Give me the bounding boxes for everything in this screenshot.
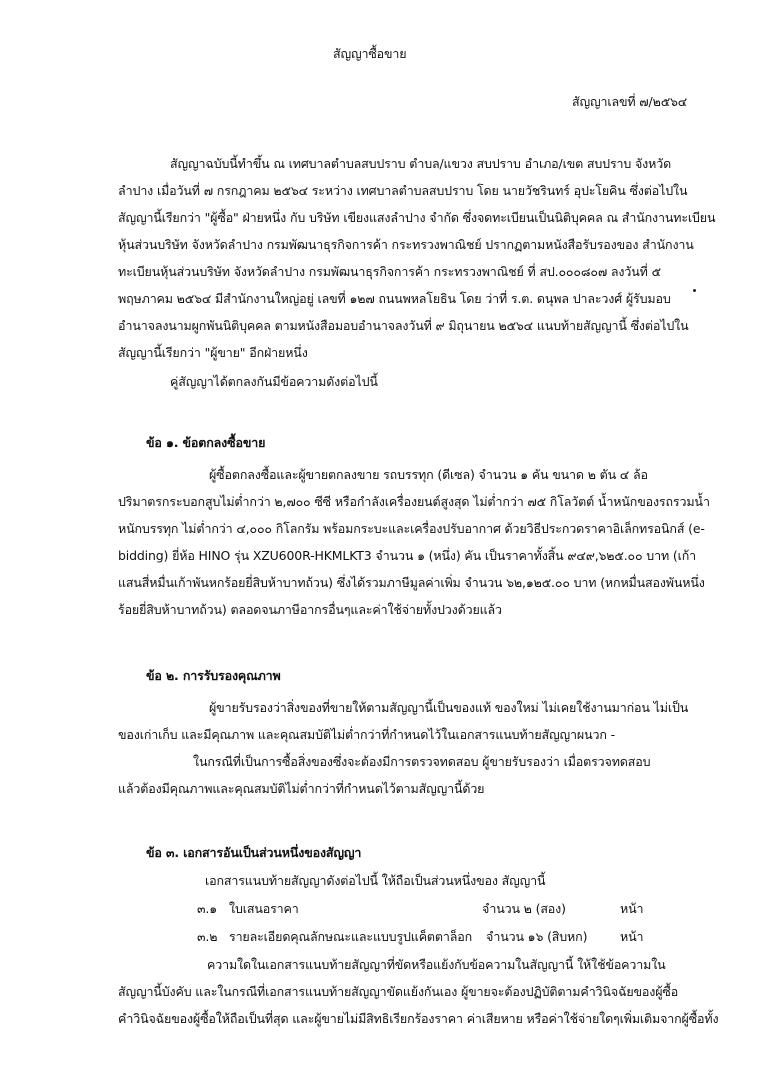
agreement-line: คู่สัญญาได้ตกลงกันมีข้อความดังต่อไปนี้ (170, 374, 378, 389)
intro-line: สัญญานี้เรียกว่า "ผู้ขาย" อีกฝ่ายหนึ่ง (118, 345, 308, 360)
section-2-line: ในกรณีที่เป็นการซื้อสิ่งของซึ่งจะต้องมีการตรวจทดสอบ ผู้ขายรับรองว่า เมื่อตรวจทดสอบ (193, 754, 651, 769)
attachment-unit: หน้า (620, 929, 644, 944)
attachment-unit: หน้า (620, 901, 644, 916)
section-3-heading: ข้อ ๓. เอกสารอันเป็นส่วนหนึ่งของสัญญา (146, 845, 362, 860)
section-1-heading: ข้อ ๑. ข้อตกลงซื้อขาย (146, 435, 266, 450)
section-1-line: ร้อยยี่สิบห้าบาทถ้วน) ตลอดจนภาษีอากรอื่นๆและค่าใช้จ่ายทั้งปวงด้วยแล้ว (118, 602, 502, 617)
intro-line: ลำปาง เมื่อวันที่ ๗ กรกฎาคม ๒๕๖๔ ระหว่าง เทศบาลตำบลสบปราบ โดย นายวัชรินทร์ อุปะโยคิน ซึ่งต่อไปใน (118, 183, 688, 198)
section-1-line: ผู้ซื้อตกลงซื้อและผู้ขายตกลงขาย รถบรรทุก (ดีเซล) จำนวน ๑ คัน ขนาด ๒ ตัน ๔ ล้อ (209, 467, 648, 482)
attachment-number: ๓.๒ (197, 929, 218, 944)
document-title: สัญญาซื้อขาย (333, 46, 407, 61)
section-1-line: แสนสี่หมื่นเก้าพันหกร้อยยี่สิบห้าบาทถ้วน) ซึ่งได้รวมภาษีมูลค่าเพิ่ม จำนวน ๖๒,๑๒๕.๐๐ บาท (หกหมื่นสองพันหนึ่ง (118, 575, 705, 590)
section-3-line: คำวินิจฉัยของผู้ซื้อให้ถือเป็นที่สุด และผู้ขายไม่มีสิทธิเรียกร้องราคา ค่าเสียหาย หรือค่าใช้จ่ายใดๆเพิ่มเติมจากผู้ซื้อทั้ง (118, 1011, 719, 1026)
section-3-line: ความใดในเอกสารแนบท้ายสัญญาที่ขัดหรือแย้งกับข้อความในสัญญานี้ ให้ใช้ข้อความใน (207, 957, 666, 972)
section-2-line: ของเก่าเก็บ และมีคุณภาพ และคุณสมบัติไม่ต่ำกว่าที่กำหนดไว้ในเอกสารแนบท้ายสัญญาผนวก - (118, 727, 615, 742)
intro-line: พฤษภาคม ๒๕๖๔ มีสำนักงานใหญ่อยู่ เลขที่ ๑๒๗ ถนนพหลโยธิน โดย ว่าที่ ร.ต. ดนุพล ปาละวงศ์ ผู้รับมอบ (118, 291, 671, 306)
section-2-line: ผู้ขายรับรองว่าสิ่งของที่ขายให้ตามสัญญานี้เป็นของแท้ ของใหม่ ไม่เคยใช้งานมาก่อน ไม่เป็น (209, 700, 689, 715)
section-3-intro: เอกสารแนบท้ายสัญญาดังต่อไปนี้ ให้ถือเป็นส่วนหนึ่งของ สัญญานี้ (205, 873, 546, 888)
attachment-quantity: จำนวน ๒ (สอง) (482, 901, 566, 916)
section-1-line: bidding) ยี่ห้อ HINO รุ่น XZU600R-HKMLKT3 จำนวน ๑ (หนึ่ง) คัน เป็นราคาทั้งสิ้น ๙๔๙,๖๒๕.๐๐ บาท (เก้า (118, 548, 697, 563)
section-2-line: แล้วต้องมีคุณภาพและคุณสมบัติไม่ต่ำกว่าที่กำหนดไว้ตามสัญญานี้ด้วย (118, 781, 485, 796)
attachment-number: ๓.๑ (197, 901, 218, 916)
attachment-quantity: จำนวน ๑๖ (สิบหก) (486, 929, 588, 944)
attachment-name: รายละเอียดคุณลักษณะและแบบรูปแค็ตตาล็อก (229, 929, 473, 944)
section-3-line: สัญญานี้บังคับ และในกรณีที่เอกสารแนบท้ายสัญญาขัดแย้งกันเอง ผู้ขายจะต้องปฏิบัติตามคำวินิจฉัยของผู้ซื้อ (118, 984, 679, 999)
intro-line: สัญญาฉบับนี้ทำขึ้น ณ เทศบาลตำบลสบปราบ ตำบล/แขวง สบปราบ อำเภอ/เขต สบปราบ จังหวัด (170, 156, 672, 171)
intro-line: หุ้นส่วนบริษัท จังหวัดลำปาง กรมพัฒนาธุรกิจการค้า กระทรวงพาณิชย์ ปรากฏตามหนังสือรับรองของ สำนักงาน (118, 237, 694, 252)
intro-line: สัญญานี้เรียกว่า "ผู้ซื้อ" ฝ่ายหนึ่ง กับ บริษัท เขียงแสงลำปาง จำกัด ซึ่งจดทะเบียนเป็นนิติบุคคล ณ สำนักงานทะเบียน (118, 210, 716, 225)
section-1-line: หนักบรรทุก ไม่ต่ำกว่า ๔,๐๐๐ กิโลกรัม พร้อมกระบะและเครื่องปรับอากาศ ด้วยวิธีประกวดราคาอิเล็กทรอนิกส์ (e- (118, 521, 705, 536)
section-1-line: ปริมาตรกระบอกสูบไม่ต่ำกว่า ๒,๗๐๐ ซีซี หรือกำลังเครื่องยนต์สูงสุด ไม่ต่ำกว่า ๗๕ กิโลวัตต์ น้ำหนักของรถรวมน้ำ (118, 494, 710, 509)
intro-line: อำนาจลงนามผูกพันนิติบุคคล ตามหนังสือมอบอำนาจลงวันที่ ๙ มิถุนายน ๒๕๖๔ แนบท้ายสัญญานี้ ซึ่งต่อไปใน (118, 318, 689, 333)
attachment-name: ใบเสนอราคา (229, 901, 299, 916)
contract-number: สัญญาเลขที่ ๗/๒๕๖๔ (572, 94, 688, 109)
intro-line: ทะเบียนหุ้นส่วนบริษัท จังหวัดลำปาง กรมพัฒนาธุรกิจการค้า กระทรวงพาณิชย์ ที่ สป.๐๐๐๘๐๗ ลงวันที่ ๕ (118, 264, 661, 279)
scan-mark (693, 289, 696, 292)
section-2-heading: ข้อ ๒. การรับรองคุณภาพ (146, 668, 281, 683)
